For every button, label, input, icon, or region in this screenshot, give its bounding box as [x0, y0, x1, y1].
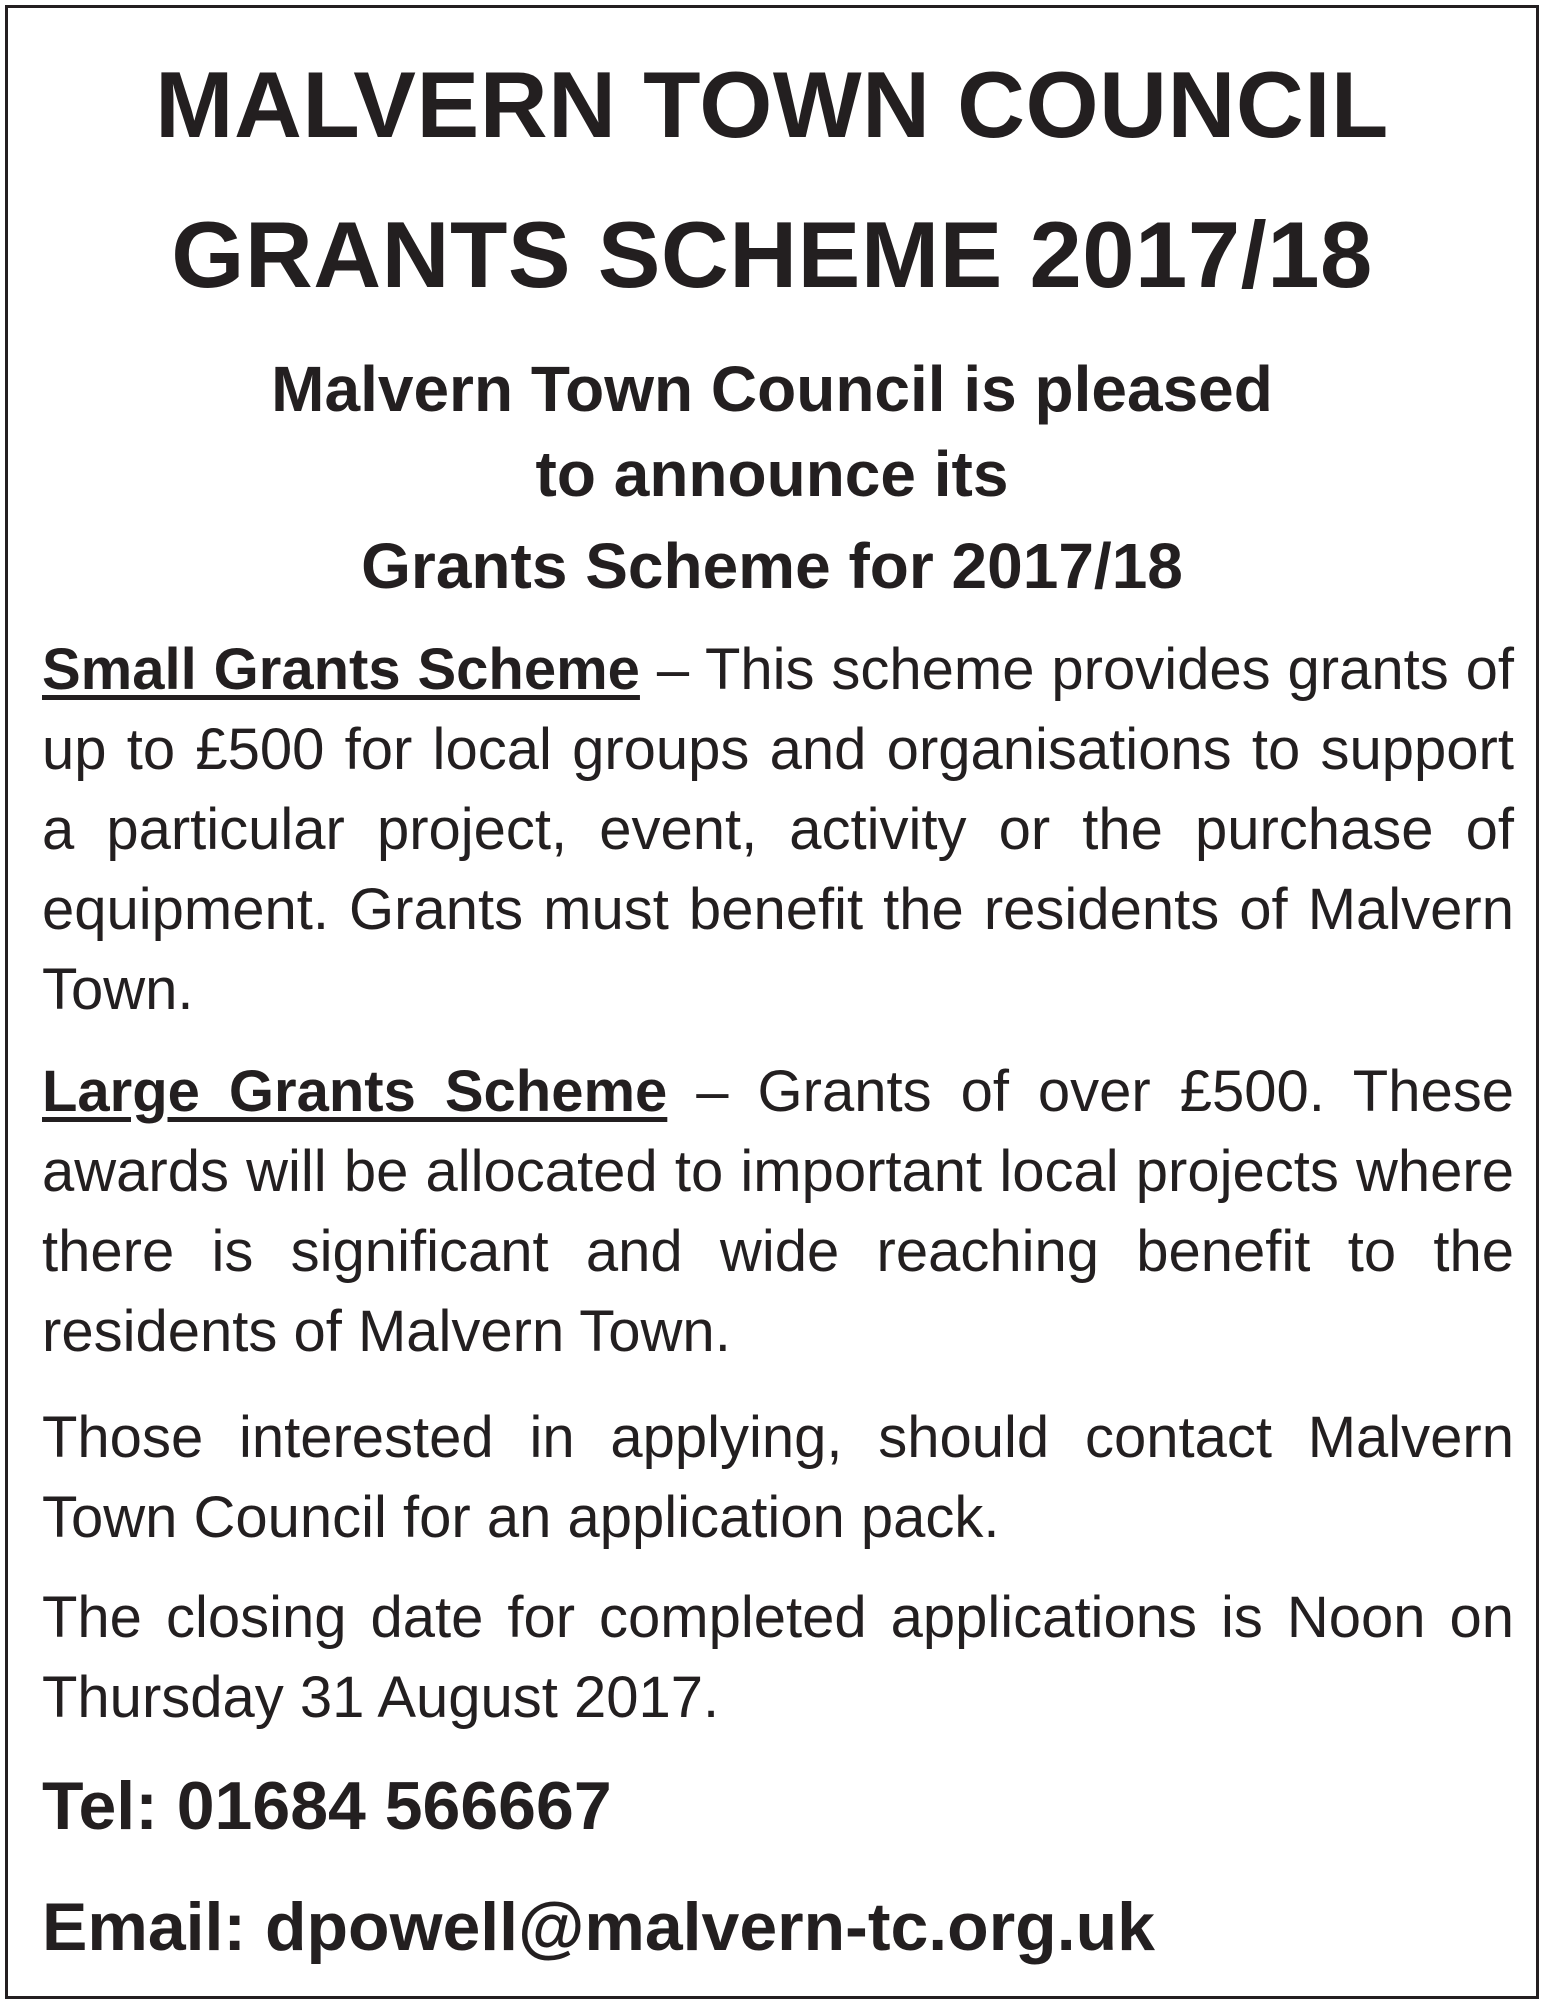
small-grants-description: – This scheme provides grants of up to £500 for local groups and organisations to support a particular project, event, activity or the purchase of equipment. Grants must benefit the residents of Malvern Town. — [42, 637, 1514, 1022]
small-grants-heading: Small Grants Scheme — [42, 637, 640, 702]
application-contact-paragraph: Those interested in applying, should contact Malvern Town Council for an application pack. — [42, 1405, 1514, 1550]
large-grants-description: – Grants of over £500. These awards will be allocated to important local projects where there is significant and wide reaching benefit to the residents of Malvern Town. — [42, 1059, 1514, 1364]
telephone-number: Tel: 01684 566667 — [42, 1768, 612, 1844]
intro-line-2: to announce its — [535, 438, 1009, 510]
notice-title-line-2: GRANTS SCHEME 2017/18 — [171, 202, 1373, 307]
intro-line-3: Grants Scheme for 2017/18 — [361, 530, 1183, 602]
intro-line-1: Malvern Town Council is pleased — [271, 353, 1273, 425]
large-grants-paragraph — [42, 1052, 1514, 1372]
large-grants-heading: Large Grants Scheme — [42, 1059, 668, 1124]
small-grants-paragraph — [42, 630, 1514, 1030]
email-address: Email: dpowell@malvern-tc.org.uk — [42, 1889, 1155, 1965]
closing-date-paragraph: The closing date for completed applications is Noon on Thursday 31 August 2017. — [42, 1585, 1514, 1730]
notice-title-line-1: MALVERN TOWN COUNCIL — [155, 52, 1389, 157]
grants-notice — [5, 5, 1539, 1999]
